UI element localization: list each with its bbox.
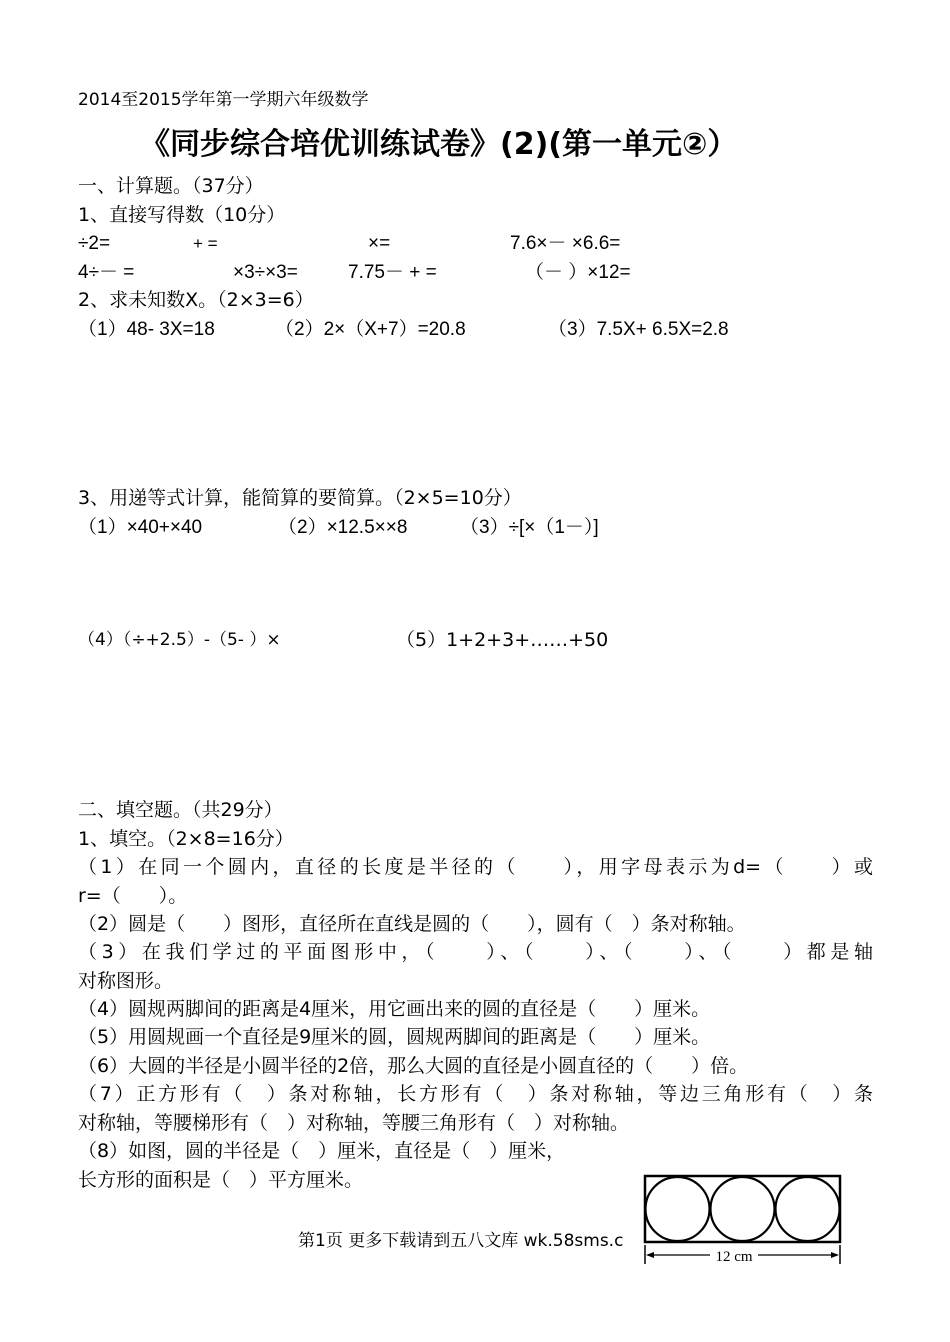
q3-item-5: （5）1+2+3+……+50: [396, 629, 609, 651]
fill-item-1-cont: r=（ ）。: [78, 885, 188, 907]
circle-middle: [711, 1177, 775, 1241]
fill-q1-heading: 1、填空。（2×8=16分）: [78, 828, 294, 850]
rectangle-circles-diagram: [640, 1172, 845, 1268]
q1-row2-item1: 4÷－ =: [78, 262, 135, 283]
q3-item-4: （4）（÷+2.5）-（5- ）×: [78, 630, 281, 650]
fill-item-8: （8）如图，圆的半径是（ ）厘米，直径是（ ）厘米，: [78, 1140, 566, 1162]
arrow-right-icon: [831, 1252, 839, 1258]
exam-subtitle: 2014至2015学年第一学期六年级数学: [78, 90, 369, 110]
q3-item-1: （1）×40+×40: [78, 517, 203, 538]
fill-item-6: （6）大圆的半径是小圆半径的2倍，那么大圆的直径是小圆直径的（ ）倍。: [78, 1055, 749, 1077]
q2-item-3: （3）7.5X+ 6.5X=2.8: [548, 319, 729, 340]
q1-row2-item3: 7.75－ + =: [348, 262, 437, 283]
fill-item-1: （1）在同一个圆内，直径的长度是半径的（ ），用字母表示为d=（ ）或: [78, 856, 873, 878]
fill-item-7: （7）正方形有（ ）条对称轴，长方形有（ ）条对称轴，等边三角形有（ ）条: [78, 1083, 873, 1105]
exam-title: 《同步综合培优训练试卷》(2)(第一单元②）: [140, 127, 738, 162]
q3-item-3: （3）÷[×（1－）]: [460, 517, 599, 538]
q2-item-2: （2）2×（X+7）=20.8: [275, 319, 466, 340]
fill-item-8-cont: 长方形的面积是（ ）平方厘米。: [78, 1169, 364, 1191]
section-1-heading: 一、计算题。（37分）: [78, 175, 264, 197]
arrow-left-icon: [646, 1252, 654, 1258]
q1-heading: 1、直接写得数（10分）: [78, 204, 286, 226]
q1-row2-item2: ×3÷×3=: [233, 262, 298, 283]
q1-row1-item3: ×=: [368, 233, 391, 254]
circle-right: [776, 1177, 840, 1241]
q3-item-2: （2）×12.5××8: [278, 517, 408, 538]
figure-dimension-label: 12 cm: [715, 1249, 753, 1265]
fill-item-3: （3）在我们学过的平面图形中，（ ）、（ ）、（ ）、（ ）都是轴: [78, 941, 873, 963]
fill-item-4: （4）圆规两脚间的距离是4厘米，用它画出来的圆的直径是（ ）厘米。: [78, 998, 711, 1020]
fill-item-3-cont: 对称图形。: [78, 970, 174, 992]
rectangle-outline: [645, 1176, 840, 1242]
q1-row1-item1: ÷2=: [78, 233, 111, 254]
q1-row1-item4: 7.6×－ ×6.6=: [510, 233, 621, 254]
rectangle-circles-figure: [640, 1172, 845, 1268]
page-footer: 第1页 更多下载请到五八文库 wk.58sms.c: [298, 1231, 624, 1251]
circle-left: [646, 1177, 710, 1241]
section-2-heading: 二、填空题。（共29分）: [78, 799, 283, 821]
fill-item-7-cont: 对称轴，等腰梯形有（ ）对称轴，等腰三角形有（ ）对称轴。: [78, 1112, 630, 1134]
q2-heading: 2、求未知数X。（2×3=6）: [78, 289, 314, 311]
fill-item-2: （2）圆是（ ）图形，直径所在直线是圆的（ ），圆有（ ）条对称轴。: [78, 913, 746, 935]
q3-heading: 3、用递等式计算，能简算的要简算。（2×5=10分）: [78, 487, 522, 509]
q1-row1-item2: + =: [193, 234, 218, 253]
q2-item-1: （1）48- 3X=18: [78, 319, 215, 340]
q1-row2-item4: （－ ）×12=: [525, 262, 631, 283]
fill-item-5: （5）用圆规画一个直径是9厘米的圆，圆规两脚间的距离是（ ）厘米。: [78, 1026, 711, 1048]
